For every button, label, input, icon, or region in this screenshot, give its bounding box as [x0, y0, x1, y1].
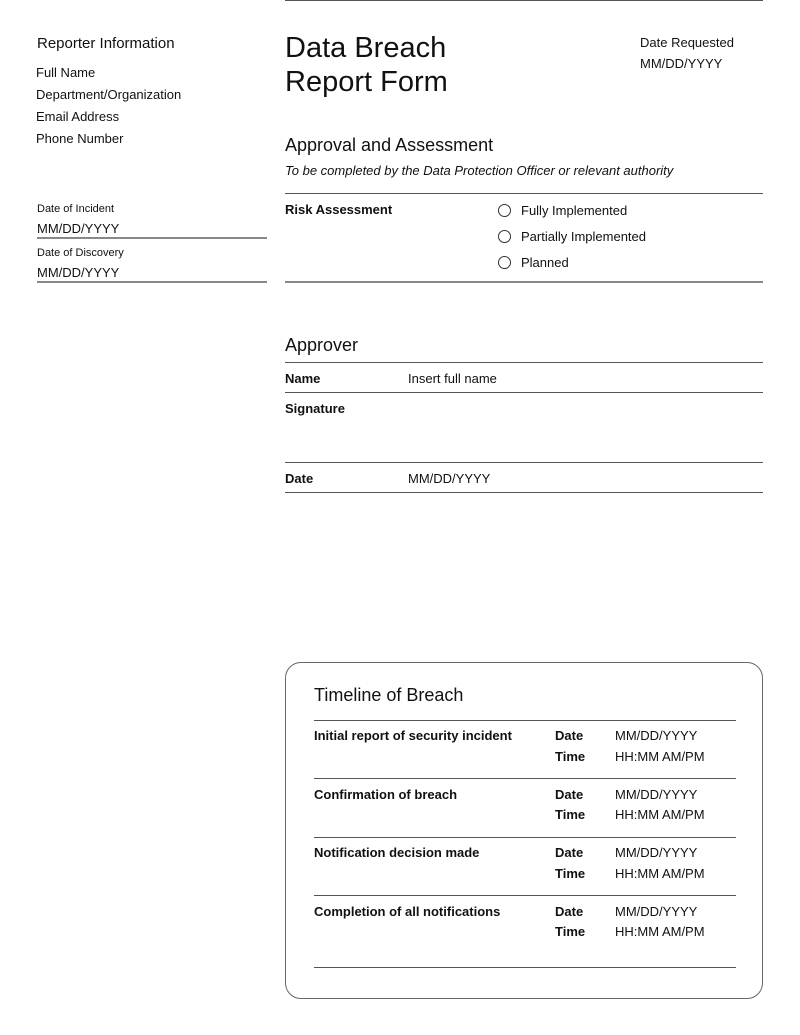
full-name-field[interactable]: Full Name — [36, 65, 96, 80]
date-requested-input[interactable]: MM/DD/YYYY — [640, 56, 723, 71]
date-requested-label: Date Requested — [640, 35, 734, 50]
option-fully-implemented[interactable]: Fully Implemented — [521, 203, 628, 218]
approver-heading: Approver — [285, 335, 359, 355]
approval-heading: Approval and Assessment — [285, 135, 494, 155]
timeline-divider — [314, 778, 736, 779]
timeline-box — [285, 662, 763, 999]
approver-date-input[interactable]: MM/DD/YYYY — [408, 471, 491, 486]
department-field[interactable]: Department/Organization — [36, 87, 182, 102]
title-line-2: Report Form — [285, 66, 448, 98]
timeline-event: Completion of all notifications — [314, 904, 501, 919]
radio-fully-implemented[interactable] — [498, 204, 511, 217]
signature-label: Signature — [285, 401, 345, 416]
approver-name-label: Name — [285, 371, 321, 386]
reporter-heading: Reporter Information — [37, 35, 175, 52]
timeline-date-label: Date — [555, 787, 584, 802]
name-divider — [285, 392, 763, 393]
timeline-date-label: Date — [555, 904, 584, 919]
date-divider — [285, 492, 763, 493]
signature-field[interactable] — [408, 396, 763, 460]
timeline-event: Initial report of security incident — [314, 728, 512, 743]
approver-date-label: Date — [285, 471, 314, 486]
timeline-time-input[interactable]: HH:MM AM/PM — [615, 807, 705, 822]
timeline-date-input[interactable]: MM/DD/YYYY — [615, 904, 698, 919]
timeline-time-label: Time — [555, 749, 586, 764]
timeline-date-input[interactable]: MM/DD/YYYY — [615, 845, 698, 860]
radio-partially-implemented[interactable] — [498, 230, 511, 243]
discovery-underline — [37, 281, 267, 283]
timeline-time-input[interactable]: HH:MM AM/PM — [615, 866, 705, 881]
timeline-time-label: Time — [555, 866, 586, 881]
date-of-discovery-label: Date of Discovery — [37, 247, 124, 259]
timeline-date-label: Date — [555, 728, 584, 743]
timeline-date-label: Date — [555, 845, 584, 860]
timeline-divider — [314, 837, 736, 838]
timeline-divider — [314, 720, 736, 721]
timeline-date-input[interactable]: MM/DD/YYYY — [615, 787, 698, 802]
date-of-discovery-input[interactable]: MM/DD/YYYY — [37, 265, 120, 280]
date-of-incident-input[interactable]: MM/DD/YYYY — [37, 221, 120, 236]
timeline-heading: Timeline of Breach — [314, 685, 464, 705]
incident-underline — [37, 237, 267, 239]
timeline-event: Notification decision made — [314, 845, 480, 860]
top-divider — [285, 0, 763, 1]
date-of-incident-label: Date of Incident — [37, 203, 115, 215]
approver-name-input[interactable]: Insert full name — [408, 371, 497, 386]
timeline-event: Confirmation of breach — [314, 787, 458, 802]
radio-planned[interactable] — [498, 256, 511, 269]
risk-divider — [285, 281, 763, 283]
timeline-date-input[interactable]: MM/DD/YYYY — [615, 728, 698, 743]
option-planned[interactable]: Planned — [521, 255, 569, 270]
timeline-time-label: Time — [555, 924, 586, 939]
title-line-1: Data Breach — [285, 32, 447, 64]
approval-subtitle: To be completed by the Data Protection Officer or relevant authority — [285, 163, 674, 178]
timeline-divider — [314, 895, 736, 896]
approval-divider — [285, 193, 763, 194]
option-partially-implemented[interactable]: Partially Implemented — [521, 229, 646, 244]
timeline-time-input[interactable]: HH:MM AM/PM — [615, 749, 705, 764]
timeline-time-input[interactable]: HH:MM AM/PM — [615, 924, 705, 939]
timeline-time-label: Time — [555, 807, 586, 822]
timeline-divider — [314, 967, 736, 968]
signature-divider — [285, 462, 763, 463]
approver-divider — [285, 362, 763, 363]
email-field[interactable]: Email Address — [36, 109, 120, 124]
phone-field[interactable]: Phone Number — [36, 131, 124, 146]
risk-assessment-label: Risk Assessment — [285, 202, 393, 217]
